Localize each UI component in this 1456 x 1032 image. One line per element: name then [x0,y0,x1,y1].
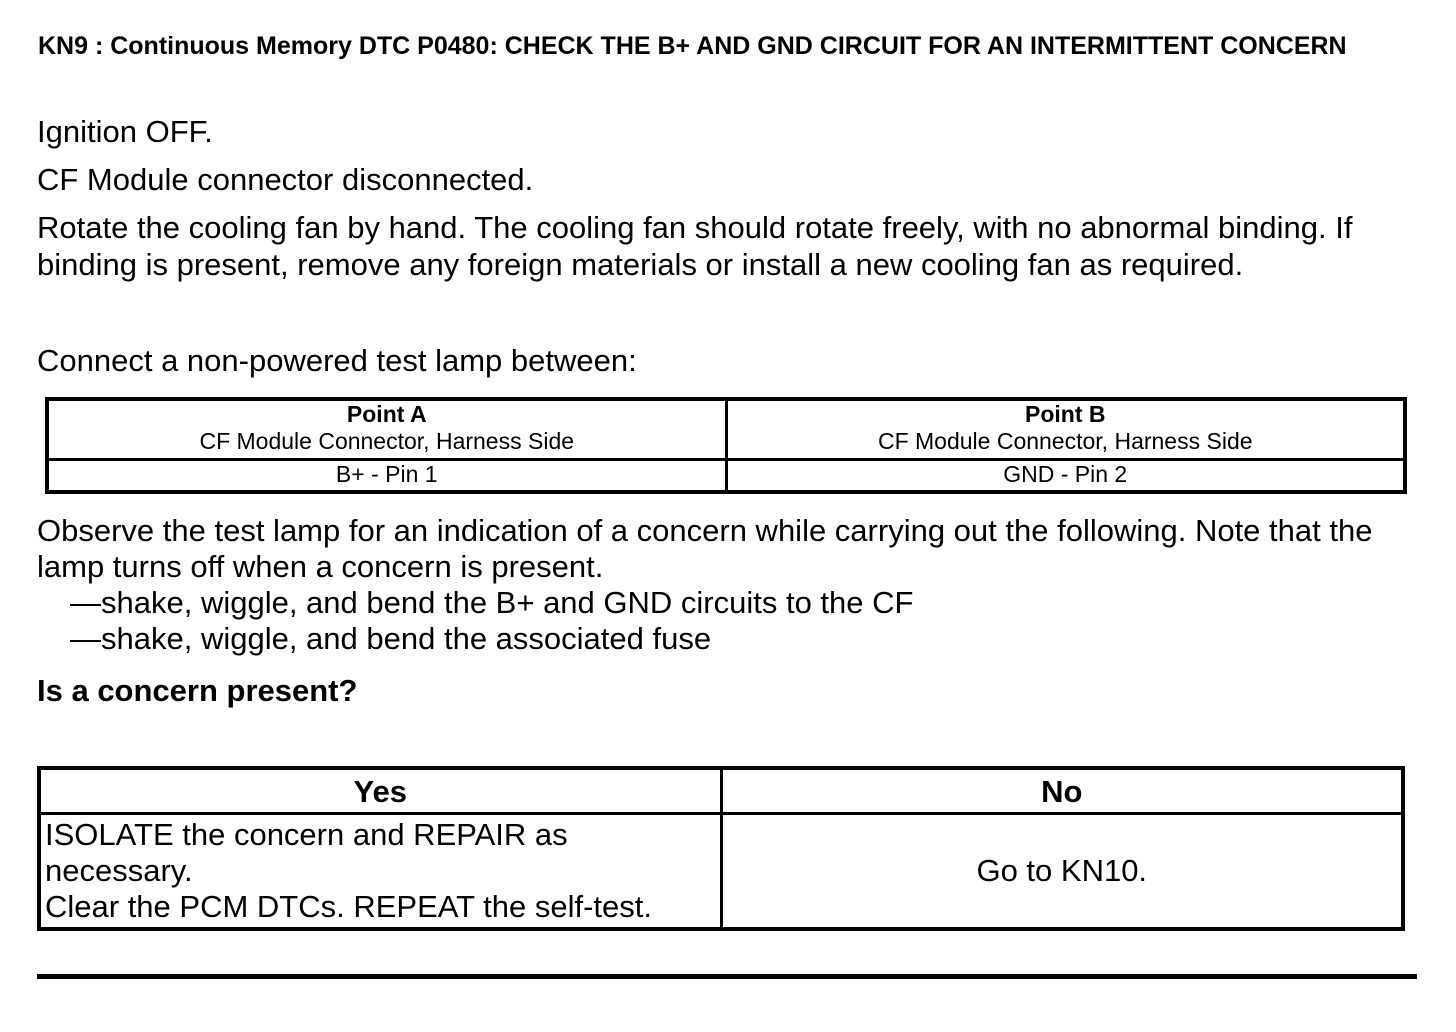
list-item: —shake, wiggle, and bend the associated fuse [70,621,712,656]
yes-action-cell [39,814,721,930]
observe-instructions [37,513,1417,657]
point-b-value: GND - Pin 2 [726,460,1405,493]
point-a-subtitle: CF Module Connector, Harness Side [199,428,575,454]
test-lamp-table [45,397,1407,494]
point-a-value: B+ - Pin 1 [47,460,726,493]
divider [37,974,1417,979]
step-connect-lamp: Connect a non-powered test lamp between: [37,343,637,378]
yes-action-line: Clear the PCM DTCs. REPEAT the self-test. [45,889,652,924]
result-table [37,766,1405,931]
page-title: KN9 : Continuous Memory DTC P0480: CHECK THE B+ AND GND CIRCUIT FOR AN INTERMITTENT CONCERN [38,32,1347,60]
yes-action-line: ISOLATE the concern and REPAIR as [45,817,568,852]
table-row [47,460,1405,493]
list-item: —shake, wiggle, and bend the B+ and GND circuits to the CF [70,585,914,620]
table-row [39,814,1403,930]
no-action-cell: Go to KN10. [721,814,1403,930]
point-b-subtitle: CF Module Connector, Harness Side [877,428,1253,454]
point-b-title: Point B [1025,401,1106,427]
table-row [39,768,1403,814]
step-rotate-fan: Rotate the cooling fan by hand. The cooling fan should rotate freely, with no abnormal binding. If binding is present, remove any foreign materials or install a new cooling fan as required. [37,210,1353,282]
step-connector: CF Module connector disconnected. [37,162,534,197]
question: Is a concern present? [37,673,358,708]
no-header: No [721,768,1403,814]
table-row [47,399,1405,460]
point-a-header-cell [47,399,726,460]
yes-action-line: necessary. [45,853,193,888]
point-b-header-cell [726,399,1405,460]
step-ignition: Ignition OFF. [37,114,213,149]
yes-header: Yes [39,768,721,814]
point-a-title: Point A [346,401,427,427]
observe-text: Observe the test lamp for an indication of a concern while carrying out the following. Note that the lamp turns off when a concern is present. [37,513,1373,584]
